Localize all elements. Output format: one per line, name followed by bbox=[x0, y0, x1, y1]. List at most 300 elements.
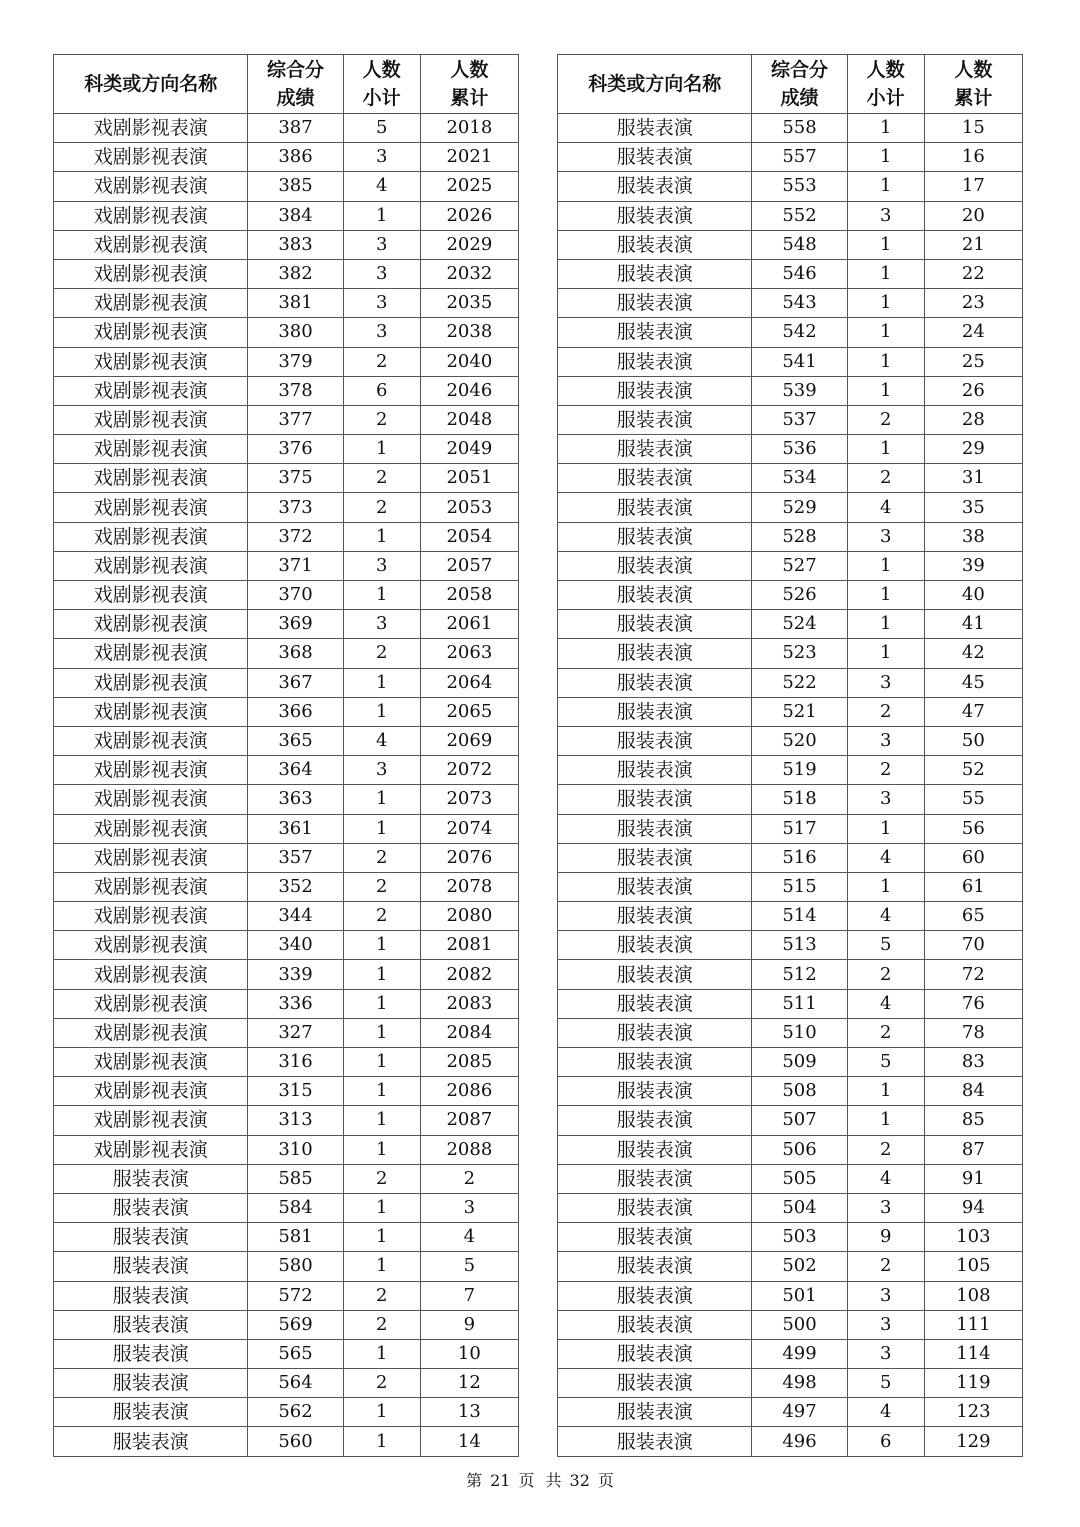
cumulative-cell: 83 bbox=[924, 1048, 1022, 1077]
cumulative-cell: 23 bbox=[924, 289, 1022, 318]
category-cell: 服装表演 bbox=[558, 639, 752, 668]
count-cell: 4 bbox=[847, 843, 924, 872]
category-cell: 服装表演 bbox=[558, 1281, 752, 1310]
count-cell: 2 bbox=[343, 347, 420, 376]
category-cell: 服装表演 bbox=[558, 201, 752, 230]
cumulative-cell: 9 bbox=[420, 1310, 518, 1339]
category-cell: 戏剧影视表演 bbox=[54, 522, 248, 551]
cumulative-cell: 2080 bbox=[420, 902, 518, 931]
category-cell: 戏剧影视表演 bbox=[54, 1018, 248, 1047]
category-cell: 戏剧影视表演 bbox=[54, 785, 248, 814]
score-cell: 327 bbox=[248, 1018, 343, 1047]
score-cell: 385 bbox=[248, 172, 343, 201]
score-cell: 370 bbox=[248, 581, 343, 610]
count-cell: 1 bbox=[847, 814, 924, 843]
count-cell: 1 bbox=[343, 435, 420, 464]
count-cell: 1 bbox=[343, 522, 420, 551]
score-cell: 514 bbox=[752, 902, 847, 931]
score-cell: 513 bbox=[752, 931, 847, 960]
count-cell: 2 bbox=[847, 1135, 924, 1164]
count-cell: 1 bbox=[343, 785, 420, 814]
table-row bbox=[558, 610, 1023, 639]
category-cell: 戏剧影视表演 bbox=[54, 668, 248, 697]
category-cell: 戏剧影视表演 bbox=[54, 1077, 248, 1106]
count-cell: 2 bbox=[847, 405, 924, 434]
count-cell: 4 bbox=[847, 493, 924, 522]
category-cell: 戏剧影视表演 bbox=[54, 201, 248, 230]
score-cell: 352 bbox=[248, 872, 343, 901]
cumulative-cell: 17 bbox=[924, 172, 1022, 201]
cumulative-cell: 2064 bbox=[420, 668, 518, 697]
table-row bbox=[558, 172, 1023, 201]
table-row bbox=[54, 960, 519, 989]
score-cell: 373 bbox=[248, 493, 343, 522]
table-row bbox=[54, 668, 519, 697]
category-cell: 服装表演 bbox=[558, 610, 752, 639]
cumulative-cell: 35 bbox=[924, 493, 1022, 522]
category-cell: 戏剧影视表演 bbox=[54, 230, 248, 259]
cumulative-cell: 2018 bbox=[420, 114, 518, 143]
category-cell: 服装表演 bbox=[558, 522, 752, 551]
category-cell: 服装表演 bbox=[558, 756, 752, 785]
score-cell: 553 bbox=[752, 172, 847, 201]
table-row bbox=[558, 931, 1023, 960]
cumulative-cell: 28 bbox=[924, 405, 1022, 434]
table-row bbox=[54, 1398, 519, 1427]
cumulative-cell: 2053 bbox=[420, 493, 518, 522]
count-cell: 1 bbox=[847, 259, 924, 288]
header-row bbox=[54, 55, 519, 114]
score-cell: 386 bbox=[248, 143, 343, 172]
table-row bbox=[54, 1281, 519, 1310]
score-cell: 366 bbox=[248, 697, 343, 726]
cumulative-cell: 25 bbox=[924, 347, 1022, 376]
score-cell: 543 bbox=[752, 289, 847, 318]
cumulative-cell: 29 bbox=[924, 435, 1022, 464]
cumulative-cell: 65 bbox=[924, 902, 1022, 931]
cumulative-cell: 2035 bbox=[420, 289, 518, 318]
cumulative-cell: 2057 bbox=[420, 551, 518, 580]
count-cell: 1 bbox=[847, 172, 924, 201]
score-cell: 505 bbox=[752, 1164, 847, 1193]
score-cell: 523 bbox=[752, 639, 847, 668]
count-cell: 1 bbox=[343, 1193, 420, 1222]
score-cell: 378 bbox=[248, 376, 343, 405]
category-cell: 戏剧影视表演 bbox=[54, 814, 248, 843]
cumulative-cell: 91 bbox=[924, 1164, 1022, 1193]
table-row bbox=[558, 551, 1023, 580]
category-cell: 服装表演 bbox=[54, 1310, 248, 1339]
category-cell: 服装表演 bbox=[558, 259, 752, 288]
count-cell: 1 bbox=[343, 1398, 420, 1427]
score-cell: 519 bbox=[752, 756, 847, 785]
score-cell: 572 bbox=[248, 1281, 343, 1310]
header-category: 科类或方向名称 bbox=[54, 55, 248, 114]
cumulative-cell: 55 bbox=[924, 785, 1022, 814]
cumulative-cell: 26 bbox=[924, 376, 1022, 405]
score-cell: 536 bbox=[752, 435, 847, 464]
count-cell: 1 bbox=[343, 814, 420, 843]
category-cell: 服装表演 bbox=[558, 726, 752, 755]
count-cell: 3 bbox=[847, 785, 924, 814]
category-cell: 戏剧影视表演 bbox=[54, 172, 248, 201]
count-cell: 6 bbox=[847, 1427, 924, 1456]
table-row bbox=[558, 143, 1023, 172]
table-row bbox=[54, 347, 519, 376]
cumulative-cell: 12 bbox=[420, 1369, 518, 1398]
table-row bbox=[54, 405, 519, 434]
category-cell: 服装表演 bbox=[558, 1223, 752, 1252]
cumulative-cell: 47 bbox=[924, 697, 1022, 726]
score-cell: 383 bbox=[248, 230, 343, 259]
footer-page-number: 21 bbox=[490, 1471, 511, 1490]
table-row bbox=[54, 1369, 519, 1398]
score-cell: 363 bbox=[248, 785, 343, 814]
category-cell: 戏剧影视表演 bbox=[54, 259, 248, 288]
count-cell: 2 bbox=[847, 960, 924, 989]
category-cell: 服装表演 bbox=[558, 172, 752, 201]
table-row bbox=[558, 1252, 1023, 1281]
count-cell: 2 bbox=[343, 464, 420, 493]
count-cell: 1 bbox=[343, 1135, 420, 1164]
count-cell: 1 bbox=[847, 347, 924, 376]
table-row bbox=[558, 1223, 1023, 1252]
count-cell: 3 bbox=[343, 610, 420, 639]
table-row bbox=[558, 435, 1023, 464]
table-row bbox=[54, 1252, 519, 1281]
score-cell: 526 bbox=[752, 581, 847, 610]
count-cell: 1 bbox=[343, 1223, 420, 1252]
category-cell: 服装表演 bbox=[54, 1252, 248, 1281]
count-cell: 2 bbox=[343, 1369, 420, 1398]
category-cell: 服装表演 bbox=[558, 668, 752, 697]
table-row bbox=[54, 697, 519, 726]
table-row bbox=[558, 1106, 1023, 1135]
count-cell: 1 bbox=[343, 1339, 420, 1368]
count-cell: 2 bbox=[847, 464, 924, 493]
score-cell: 517 bbox=[752, 814, 847, 843]
table-header bbox=[558, 55, 1023, 114]
score-cell: 516 bbox=[752, 843, 847, 872]
category-cell: 戏剧影视表演 bbox=[54, 493, 248, 522]
category-cell: 戏剧影视表演 bbox=[54, 289, 248, 318]
count-cell: 1 bbox=[847, 581, 924, 610]
category-cell: 戏剧影视表演 bbox=[54, 114, 248, 143]
count-cell: 3 bbox=[847, 522, 924, 551]
category-cell: 服装表演 bbox=[54, 1193, 248, 1222]
cumulative-cell: 2076 bbox=[420, 843, 518, 872]
category-cell: 戏剧影视表演 bbox=[54, 581, 248, 610]
category-cell: 服装表演 bbox=[558, 1310, 752, 1339]
score-cell: 546 bbox=[752, 259, 847, 288]
cumulative-cell: 2029 bbox=[420, 230, 518, 259]
table-row bbox=[54, 493, 519, 522]
score-cell: 367 bbox=[248, 668, 343, 697]
score-cell: 357 bbox=[248, 843, 343, 872]
cumulative-cell: 61 bbox=[924, 872, 1022, 901]
category-cell: 服装表演 bbox=[558, 1398, 752, 1427]
count-cell: 1 bbox=[343, 1106, 420, 1135]
score-cell: 522 bbox=[752, 668, 847, 697]
table-row bbox=[54, 522, 519, 551]
score-cell: 369 bbox=[248, 610, 343, 639]
table-row bbox=[558, 201, 1023, 230]
score-cell: 512 bbox=[752, 960, 847, 989]
count-cell: 5 bbox=[847, 931, 924, 960]
cumulative-cell: 103 bbox=[924, 1223, 1022, 1252]
count-cell: 6 bbox=[343, 376, 420, 405]
cumulative-cell: 14 bbox=[420, 1427, 518, 1456]
cumulative-cell: 2072 bbox=[420, 756, 518, 785]
count-cell: 1 bbox=[343, 668, 420, 697]
table-row bbox=[54, 114, 519, 143]
table-row bbox=[54, 464, 519, 493]
score-cell: 581 bbox=[248, 1223, 343, 1252]
count-cell: 4 bbox=[343, 726, 420, 755]
score-cell: 521 bbox=[752, 697, 847, 726]
category-cell: 服装表演 bbox=[558, 581, 752, 610]
cumulative-cell: 94 bbox=[924, 1193, 1022, 1222]
cumulative-cell: 2051 bbox=[420, 464, 518, 493]
table-row bbox=[558, 318, 1023, 347]
score-cell: 500 bbox=[752, 1310, 847, 1339]
cumulative-cell: 41 bbox=[924, 610, 1022, 639]
score-cell: 501 bbox=[752, 1281, 847, 1310]
count-cell: 1 bbox=[343, 201, 420, 230]
cumulative-cell: 2087 bbox=[420, 1106, 518, 1135]
table-row bbox=[558, 1339, 1023, 1368]
count-cell: 5 bbox=[343, 114, 420, 143]
count-cell: 5 bbox=[847, 1369, 924, 1398]
cumulative-cell: 45 bbox=[924, 668, 1022, 697]
score-cell: 537 bbox=[752, 405, 847, 434]
score-cell: 541 bbox=[752, 347, 847, 376]
category-cell: 服装表演 bbox=[558, 931, 752, 960]
score-table-left bbox=[53, 54, 519, 1457]
score-cell: 542 bbox=[752, 318, 847, 347]
footer-total-pages: 32 bbox=[569, 1471, 590, 1490]
category-cell: 服装表演 bbox=[558, 902, 752, 931]
table-row bbox=[54, 843, 519, 872]
category-cell: 服装表演 bbox=[558, 1193, 752, 1222]
cumulative-cell: 2085 bbox=[420, 1048, 518, 1077]
score-cell: 380 bbox=[248, 318, 343, 347]
category-cell: 服装表演 bbox=[558, 289, 752, 318]
count-cell: 3 bbox=[847, 1310, 924, 1339]
score-cell: 377 bbox=[248, 405, 343, 434]
category-cell: 服装表演 bbox=[558, 551, 752, 580]
count-cell: 2 bbox=[343, 902, 420, 931]
cumulative-cell: 16 bbox=[924, 143, 1022, 172]
category-cell: 戏剧影视表演 bbox=[54, 143, 248, 172]
cumulative-cell: 2061 bbox=[420, 610, 518, 639]
category-cell: 戏剧影视表演 bbox=[54, 464, 248, 493]
header-score: 综合分 成绩 bbox=[248, 55, 343, 114]
score-cell: 510 bbox=[752, 1018, 847, 1047]
count-cell: 1 bbox=[847, 318, 924, 347]
cumulative-cell: 76 bbox=[924, 989, 1022, 1018]
count-cell: 1 bbox=[847, 1106, 924, 1135]
score-cell: 548 bbox=[752, 230, 847, 259]
category-cell: 服装表演 bbox=[558, 814, 752, 843]
category-cell: 戏剧影视表演 bbox=[54, 931, 248, 960]
count-cell: 1 bbox=[343, 1252, 420, 1281]
score-cell: 565 bbox=[248, 1339, 343, 1368]
score-cell: 376 bbox=[248, 435, 343, 464]
count-cell: 3 bbox=[847, 1281, 924, 1310]
score-cell: 340 bbox=[248, 931, 343, 960]
cumulative-cell: 2049 bbox=[420, 435, 518, 464]
table-row bbox=[558, 493, 1023, 522]
cumulative-cell: 2040 bbox=[420, 347, 518, 376]
category-cell: 戏剧影视表演 bbox=[54, 405, 248, 434]
category-cell: 服装表演 bbox=[558, 114, 752, 143]
cumulative-cell: 119 bbox=[924, 1369, 1022, 1398]
table-row bbox=[54, 1193, 519, 1222]
category-cell: 服装表演 bbox=[54, 1164, 248, 1193]
category-cell: 戏剧影视表演 bbox=[54, 989, 248, 1018]
table-row bbox=[558, 726, 1023, 755]
score-cell: 508 bbox=[752, 1077, 847, 1106]
cumulative-cell: 111 bbox=[924, 1310, 1022, 1339]
score-cell: 496 bbox=[752, 1427, 847, 1456]
score-cell: 498 bbox=[752, 1369, 847, 1398]
category-cell: 戏剧影视表演 bbox=[54, 376, 248, 405]
count-cell: 1 bbox=[847, 376, 924, 405]
cumulative-cell: 2054 bbox=[420, 522, 518, 551]
table-row bbox=[558, 1369, 1023, 1398]
score-cell: 569 bbox=[248, 1310, 343, 1339]
category-cell: 戏剧影视表演 bbox=[54, 1135, 248, 1164]
count-cell: 2 bbox=[847, 756, 924, 785]
table-row bbox=[558, 289, 1023, 318]
cumulative-cell: 2026 bbox=[420, 201, 518, 230]
category-cell: 服装表演 bbox=[558, 989, 752, 1018]
cumulative-cell: 2063 bbox=[420, 639, 518, 668]
table-row bbox=[54, 639, 519, 668]
table-header bbox=[54, 55, 519, 114]
cumulative-cell: 42 bbox=[924, 639, 1022, 668]
category-cell: 服装表演 bbox=[558, 1135, 752, 1164]
table-row bbox=[558, 639, 1023, 668]
cumulative-cell: 22 bbox=[924, 259, 1022, 288]
score-cell: 524 bbox=[752, 610, 847, 639]
score-cell: 518 bbox=[752, 785, 847, 814]
count-cell: 3 bbox=[847, 201, 924, 230]
count-cell: 1 bbox=[847, 610, 924, 639]
count-cell: 1 bbox=[847, 639, 924, 668]
score-cell: 371 bbox=[248, 551, 343, 580]
category-cell: 服装表演 bbox=[558, 785, 752, 814]
score-cell: 560 bbox=[248, 1427, 343, 1456]
count-cell: 5 bbox=[847, 1048, 924, 1077]
count-cell: 3 bbox=[847, 668, 924, 697]
table-row bbox=[54, 1427, 519, 1456]
cumulative-cell: 20 bbox=[924, 201, 1022, 230]
count-cell: 1 bbox=[847, 551, 924, 580]
table-row bbox=[54, 1223, 519, 1252]
count-cell: 2 bbox=[847, 1252, 924, 1281]
table-row bbox=[54, 201, 519, 230]
score-cell: 313 bbox=[248, 1106, 343, 1135]
table-row bbox=[54, 143, 519, 172]
count-cell: 1 bbox=[847, 872, 924, 901]
count-cell: 3 bbox=[343, 259, 420, 288]
cumulative-cell: 72 bbox=[924, 960, 1022, 989]
table-row bbox=[558, 697, 1023, 726]
table-row bbox=[558, 522, 1023, 551]
score-cell: 528 bbox=[752, 522, 847, 551]
count-cell: 1 bbox=[343, 931, 420, 960]
category-cell: 服装表演 bbox=[558, 376, 752, 405]
category-cell: 服装表演 bbox=[54, 1369, 248, 1398]
count-cell: 1 bbox=[343, 1018, 420, 1047]
table-row bbox=[54, 1164, 519, 1193]
category-cell: 戏剧影视表演 bbox=[54, 1048, 248, 1077]
count-cell: 1 bbox=[343, 697, 420, 726]
category-cell: 服装表演 bbox=[558, 1077, 752, 1106]
table-row bbox=[558, 1135, 1023, 1164]
count-cell: 2 bbox=[343, 405, 420, 434]
count-cell: 2 bbox=[343, 843, 420, 872]
table-row bbox=[54, 726, 519, 755]
cumulative-cell: 10 bbox=[420, 1339, 518, 1368]
count-cell: 3 bbox=[343, 756, 420, 785]
count-cell: 1 bbox=[847, 114, 924, 143]
cumulative-cell: 2086 bbox=[420, 1077, 518, 1106]
count-cell: 3 bbox=[847, 1193, 924, 1222]
category-cell: 服装表演 bbox=[558, 1106, 752, 1135]
table-row bbox=[558, 960, 1023, 989]
count-cell: 1 bbox=[847, 1077, 924, 1106]
cumulative-cell: 2025 bbox=[420, 172, 518, 201]
table-row bbox=[558, 581, 1023, 610]
count-cell: 2 bbox=[343, 1164, 420, 1193]
score-table-right bbox=[557, 54, 1023, 1457]
table-row bbox=[54, 872, 519, 901]
score-cell: 368 bbox=[248, 639, 343, 668]
cumulative-cell: 85 bbox=[924, 1106, 1022, 1135]
cumulative-cell: 2046 bbox=[420, 376, 518, 405]
count-cell: 1 bbox=[343, 1048, 420, 1077]
cumulative-cell: 2048 bbox=[420, 405, 518, 434]
category-cell: 戏剧影视表演 bbox=[54, 756, 248, 785]
table-row bbox=[54, 1077, 519, 1106]
category-cell: 服装表演 bbox=[558, 493, 752, 522]
score-cell: 339 bbox=[248, 960, 343, 989]
score-cell: 499 bbox=[752, 1339, 847, 1368]
table-row bbox=[558, 114, 1023, 143]
table-row bbox=[54, 1018, 519, 1047]
score-cell: 361 bbox=[248, 814, 343, 843]
score-cell: 365 bbox=[248, 726, 343, 755]
score-cell: 557 bbox=[752, 143, 847, 172]
table-row bbox=[558, 1164, 1023, 1193]
category-cell: 服装表演 bbox=[558, 435, 752, 464]
table-row bbox=[54, 902, 519, 931]
category-cell: 戏剧影视表演 bbox=[54, 318, 248, 347]
cumulative-cell: 40 bbox=[924, 581, 1022, 610]
category-cell: 戏剧影视表演 bbox=[54, 843, 248, 872]
footer-middle: 页 共 bbox=[518, 1471, 562, 1490]
cumulative-cell: 2083 bbox=[420, 989, 518, 1018]
cumulative-cell: 87 bbox=[924, 1135, 1022, 1164]
count-cell: 1 bbox=[343, 581, 420, 610]
score-cell: 534 bbox=[752, 464, 847, 493]
cumulative-cell: 2084 bbox=[420, 1018, 518, 1047]
count-cell: 1 bbox=[847, 435, 924, 464]
category-cell: 服装表演 bbox=[558, 1252, 752, 1281]
